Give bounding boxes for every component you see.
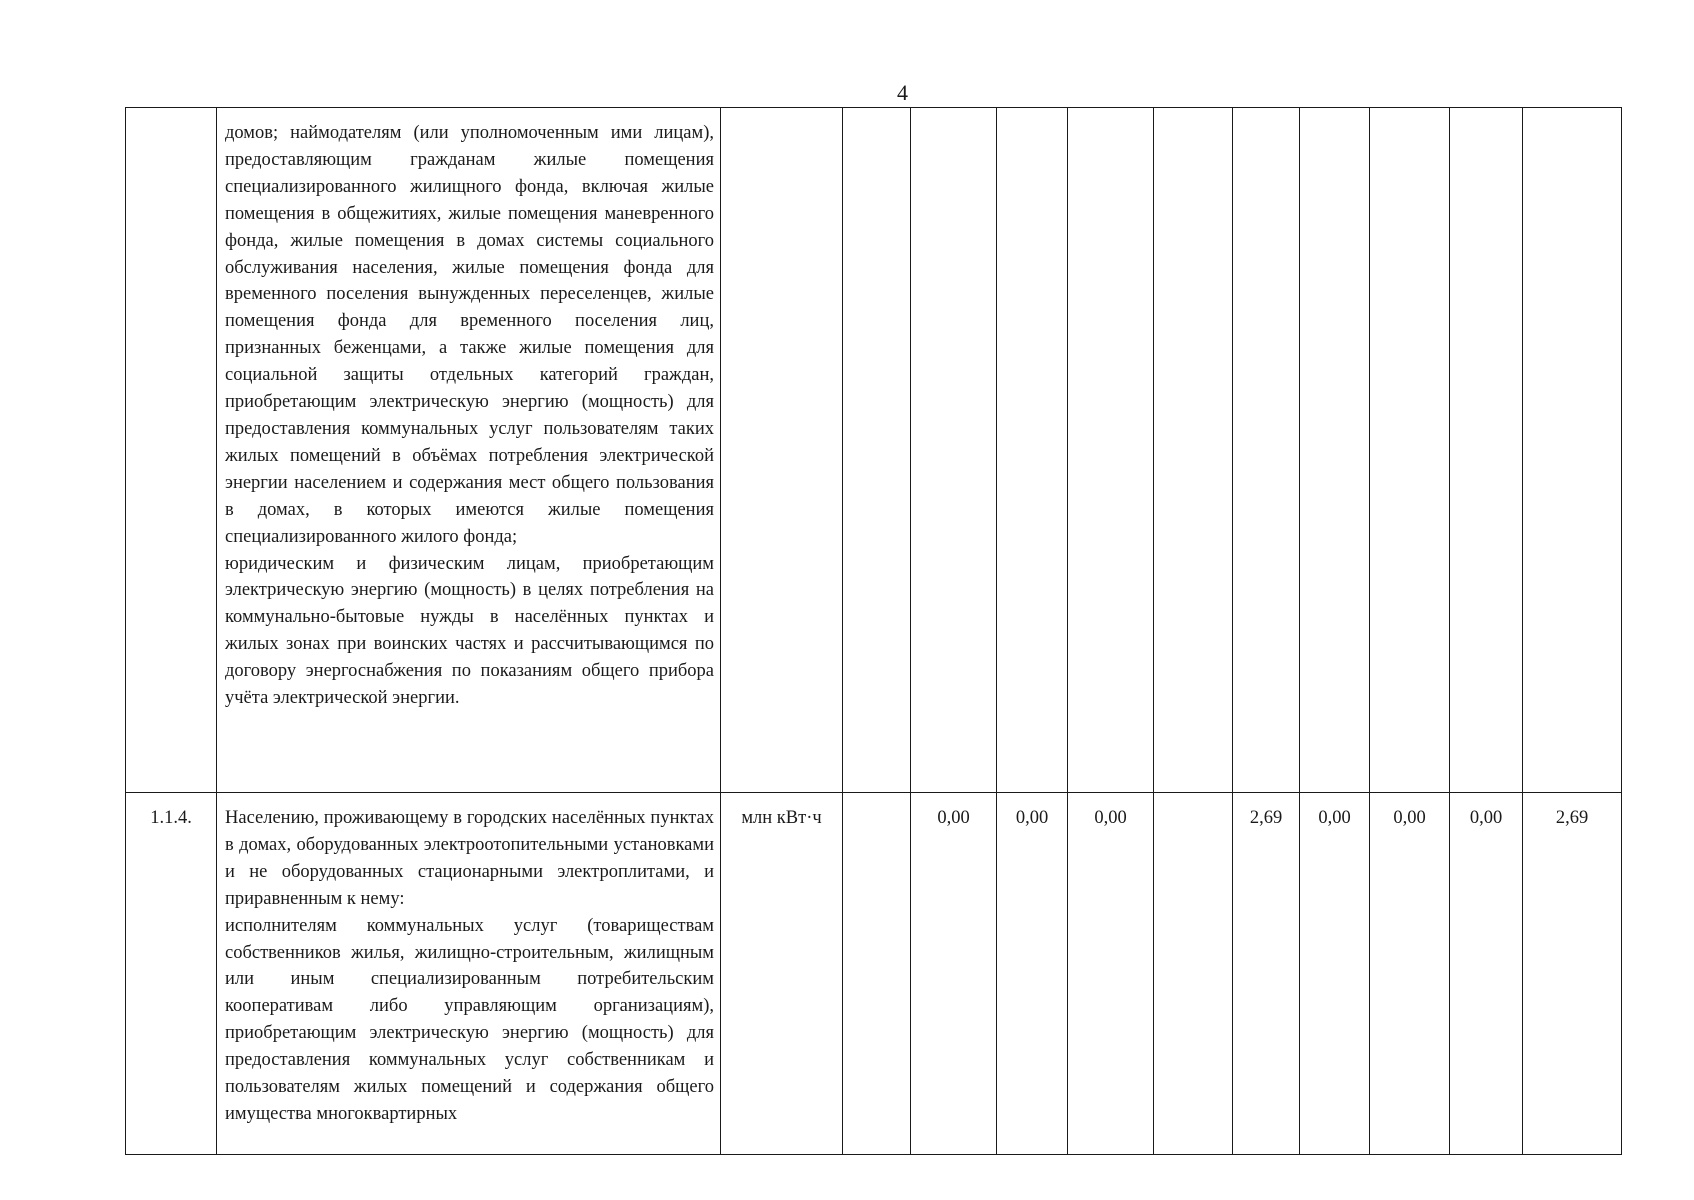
description-paragraph: юридическим и физическим лицам, приобретающим электрическую энергию (мощность) в целях потребления на коммунально-бытовые нужды в населённых пунктах и жилых зонах при воинских частях и рассчитывающимся по договору энергоснабжения по показаниям общего прибора учёта электрической энергии. <box>225 553 714 709</box>
page-number: 4 <box>897 80 908 105</box>
unit-cell: млн кВт·ч <box>721 793 843 1155</box>
row-description <box>217 108 721 793</box>
value-cell <box>997 108 1068 793</box>
value-cell: 0,00 <box>1068 793 1154 1155</box>
value-cell <box>1233 108 1300 793</box>
table-row <box>126 793 1622 1155</box>
unit-cell <box>721 108 843 793</box>
value-cell <box>1300 108 1370 793</box>
value-cell <box>1068 108 1154 793</box>
data-table <box>125 107 1622 1155</box>
value-cell <box>911 108 997 793</box>
value-cell: 0,00 <box>1370 793 1450 1155</box>
value-cell <box>1450 108 1523 793</box>
value-cell: 2,69 <box>1233 793 1300 1155</box>
value-cell: 0,00 <box>911 793 997 1155</box>
value-cell: 0,00 <box>1300 793 1370 1155</box>
table-row <box>126 108 1622 793</box>
value-cell <box>843 108 911 793</box>
description-paragraph: Населению, проживающему в городских населённых пунктах в домах, оборудованных электроотопительными установками и не оборудованных стационарными электроплитами, и приравненным к нему: <box>225 808 714 909</box>
value-cell <box>1154 793 1233 1155</box>
value-cell <box>1523 108 1622 793</box>
value-cell: 0,00 <box>1450 793 1523 1155</box>
description-paragraph: исполнителям коммунальных услуг (товариществам собственников жилья, жилищно-строительным, жилищным или иным специализированным потребительским кооперативам либо управляющим организациям), приобретающим электрическую энергию (мощность) для предоставления коммунальных услуг собственникам и пользователям жилых помещений и содержания общего имущества многоквартирных <box>225 915 714 1124</box>
description-paragraph: домов; наймодателям (или уполномоченным ими лицам), предоставляющим гражданам жилые помещения специализированного жилищного фонда, включая жилые помещения в общежитиях, жилые помещения маневренного фонда, жилые помещения в домах системы социального обслуживания населения, жилые помещения фонда для временного поселения вынужденных переселенцев, жилые помещения фонда для временного поселения лиц, признанных беженцами, а также жилые помещения для социальной защиты отдельных категорий граждан, приобретающим электрическую энергию (мощность) для предоставления коммунальных услуг пользователям таких жилых помещений в объёмах потребления электрической энергии населением и содержания мест общего пользования в домах, в которых имеются жилые помещения специализированного жилого фонда; <box>225 123 714 547</box>
value-cell: 0,00 <box>997 793 1068 1155</box>
value-cell: 2,69 <box>1523 793 1622 1155</box>
value-cell <box>1370 108 1450 793</box>
value-cell <box>1154 108 1233 793</box>
row-number <box>126 108 217 793</box>
row-number: 1.1.4. <box>126 793 217 1155</box>
value-cell <box>843 793 911 1155</box>
row-description <box>217 793 721 1155</box>
